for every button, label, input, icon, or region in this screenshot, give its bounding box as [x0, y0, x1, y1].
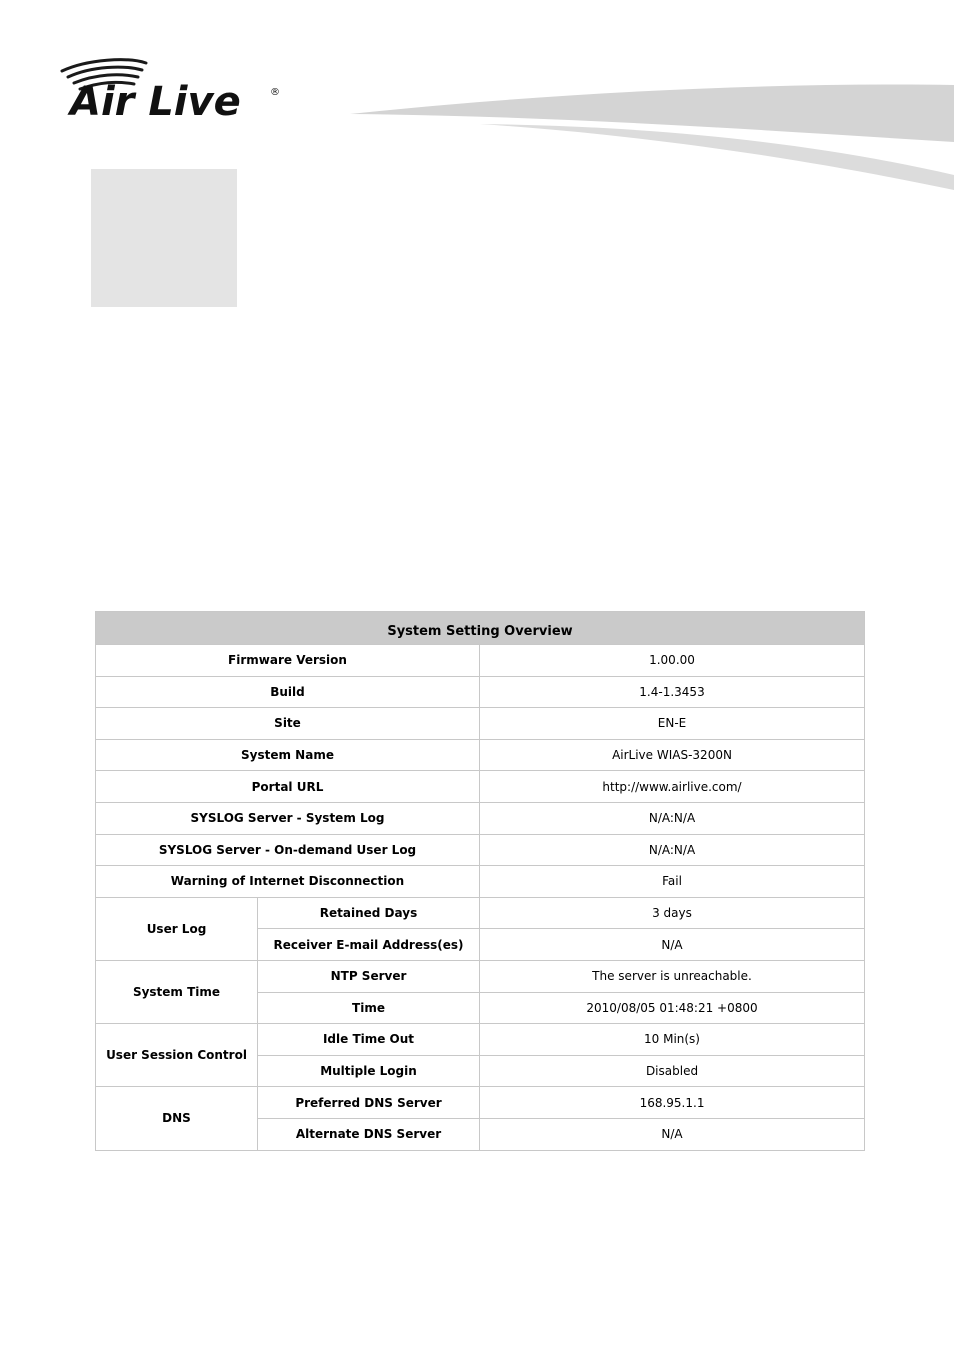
setting-label: Time [258, 992, 480, 1024]
setting-label: Portal URL [96, 771, 480, 803]
table-row [96, 1024, 865, 1056]
setting-value: N/A:N/A [480, 834, 865, 866]
setting-label: Idle Time Out [258, 1024, 480, 1056]
setting-value: AirLive WIAS-3200N [480, 739, 865, 771]
setting-label: Multiple Login [258, 1055, 480, 1087]
table-row [96, 708, 865, 740]
setting-label: Firmware Version [96, 645, 480, 677]
setting-label: Retained Days [258, 897, 480, 929]
setting-label: Alternate DNS Server [258, 1118, 480, 1150]
group-label: User Log [96, 897, 258, 960]
setting-value: Fail [480, 866, 865, 898]
setting-label: Preferred DNS Server [258, 1087, 480, 1119]
table-body [96, 645, 865, 1151]
table-row [96, 739, 865, 771]
setting-label: Site [96, 708, 480, 740]
table-row [96, 645, 865, 677]
table-row [96, 676, 865, 708]
group-label: System Time [96, 960, 258, 1023]
group-label: User Session Control [96, 1024, 258, 1087]
table-row [96, 960, 865, 992]
table-title: System Setting Overview [96, 612, 865, 645]
setting-label: Receiver E-mail Address(es) [258, 929, 480, 961]
setting-value: 2010/08/05 01:48:21 +0800 [480, 992, 865, 1024]
setting-label: Warning of Internet Disconnection [96, 866, 480, 898]
setting-value: Disabled [480, 1055, 865, 1087]
table-row [96, 866, 865, 898]
table-row [96, 771, 865, 803]
setting-value: 168.95.1.1 [480, 1087, 865, 1119]
header-swoosh-graphic [340, 80, 954, 200]
registered-mark: ® [270, 87, 280, 98]
table-row [96, 802, 865, 834]
group-label: DNS [96, 1087, 258, 1150]
table-header-row [96, 612, 865, 645]
setting-value: N/A [480, 929, 865, 961]
table-row [96, 897, 865, 929]
setting-value: 1.00.00 [480, 645, 865, 677]
setting-value: 1.4-1.3453 [480, 676, 865, 708]
setting-value: N/A:N/A [480, 802, 865, 834]
setting-label: SYSLOG Server - On-demand User Log [96, 834, 480, 866]
table-row [96, 1087, 865, 1119]
setting-value: 10 Min(s) [480, 1024, 865, 1056]
logo-wordmark: Air Live [70, 79, 241, 125]
setting-value: 3 days [480, 897, 865, 929]
setting-label: Build [96, 676, 480, 708]
setting-value: http://www.airlive.com/ [480, 771, 865, 803]
setting-value: EN-E [480, 708, 865, 740]
chapter-number-box [91, 169, 237, 307]
setting-label: NTP Server [258, 960, 480, 992]
setting-label: System Name [96, 739, 480, 771]
setting-label: SYSLOG Server - System Log [96, 802, 480, 834]
table-row [96, 834, 865, 866]
airlive-logo [58, 55, 288, 125]
setting-value: N/A [480, 1118, 865, 1150]
system-setting-overview-table [95, 611, 865, 1151]
setting-value: The server is unreachable. [480, 960, 865, 992]
